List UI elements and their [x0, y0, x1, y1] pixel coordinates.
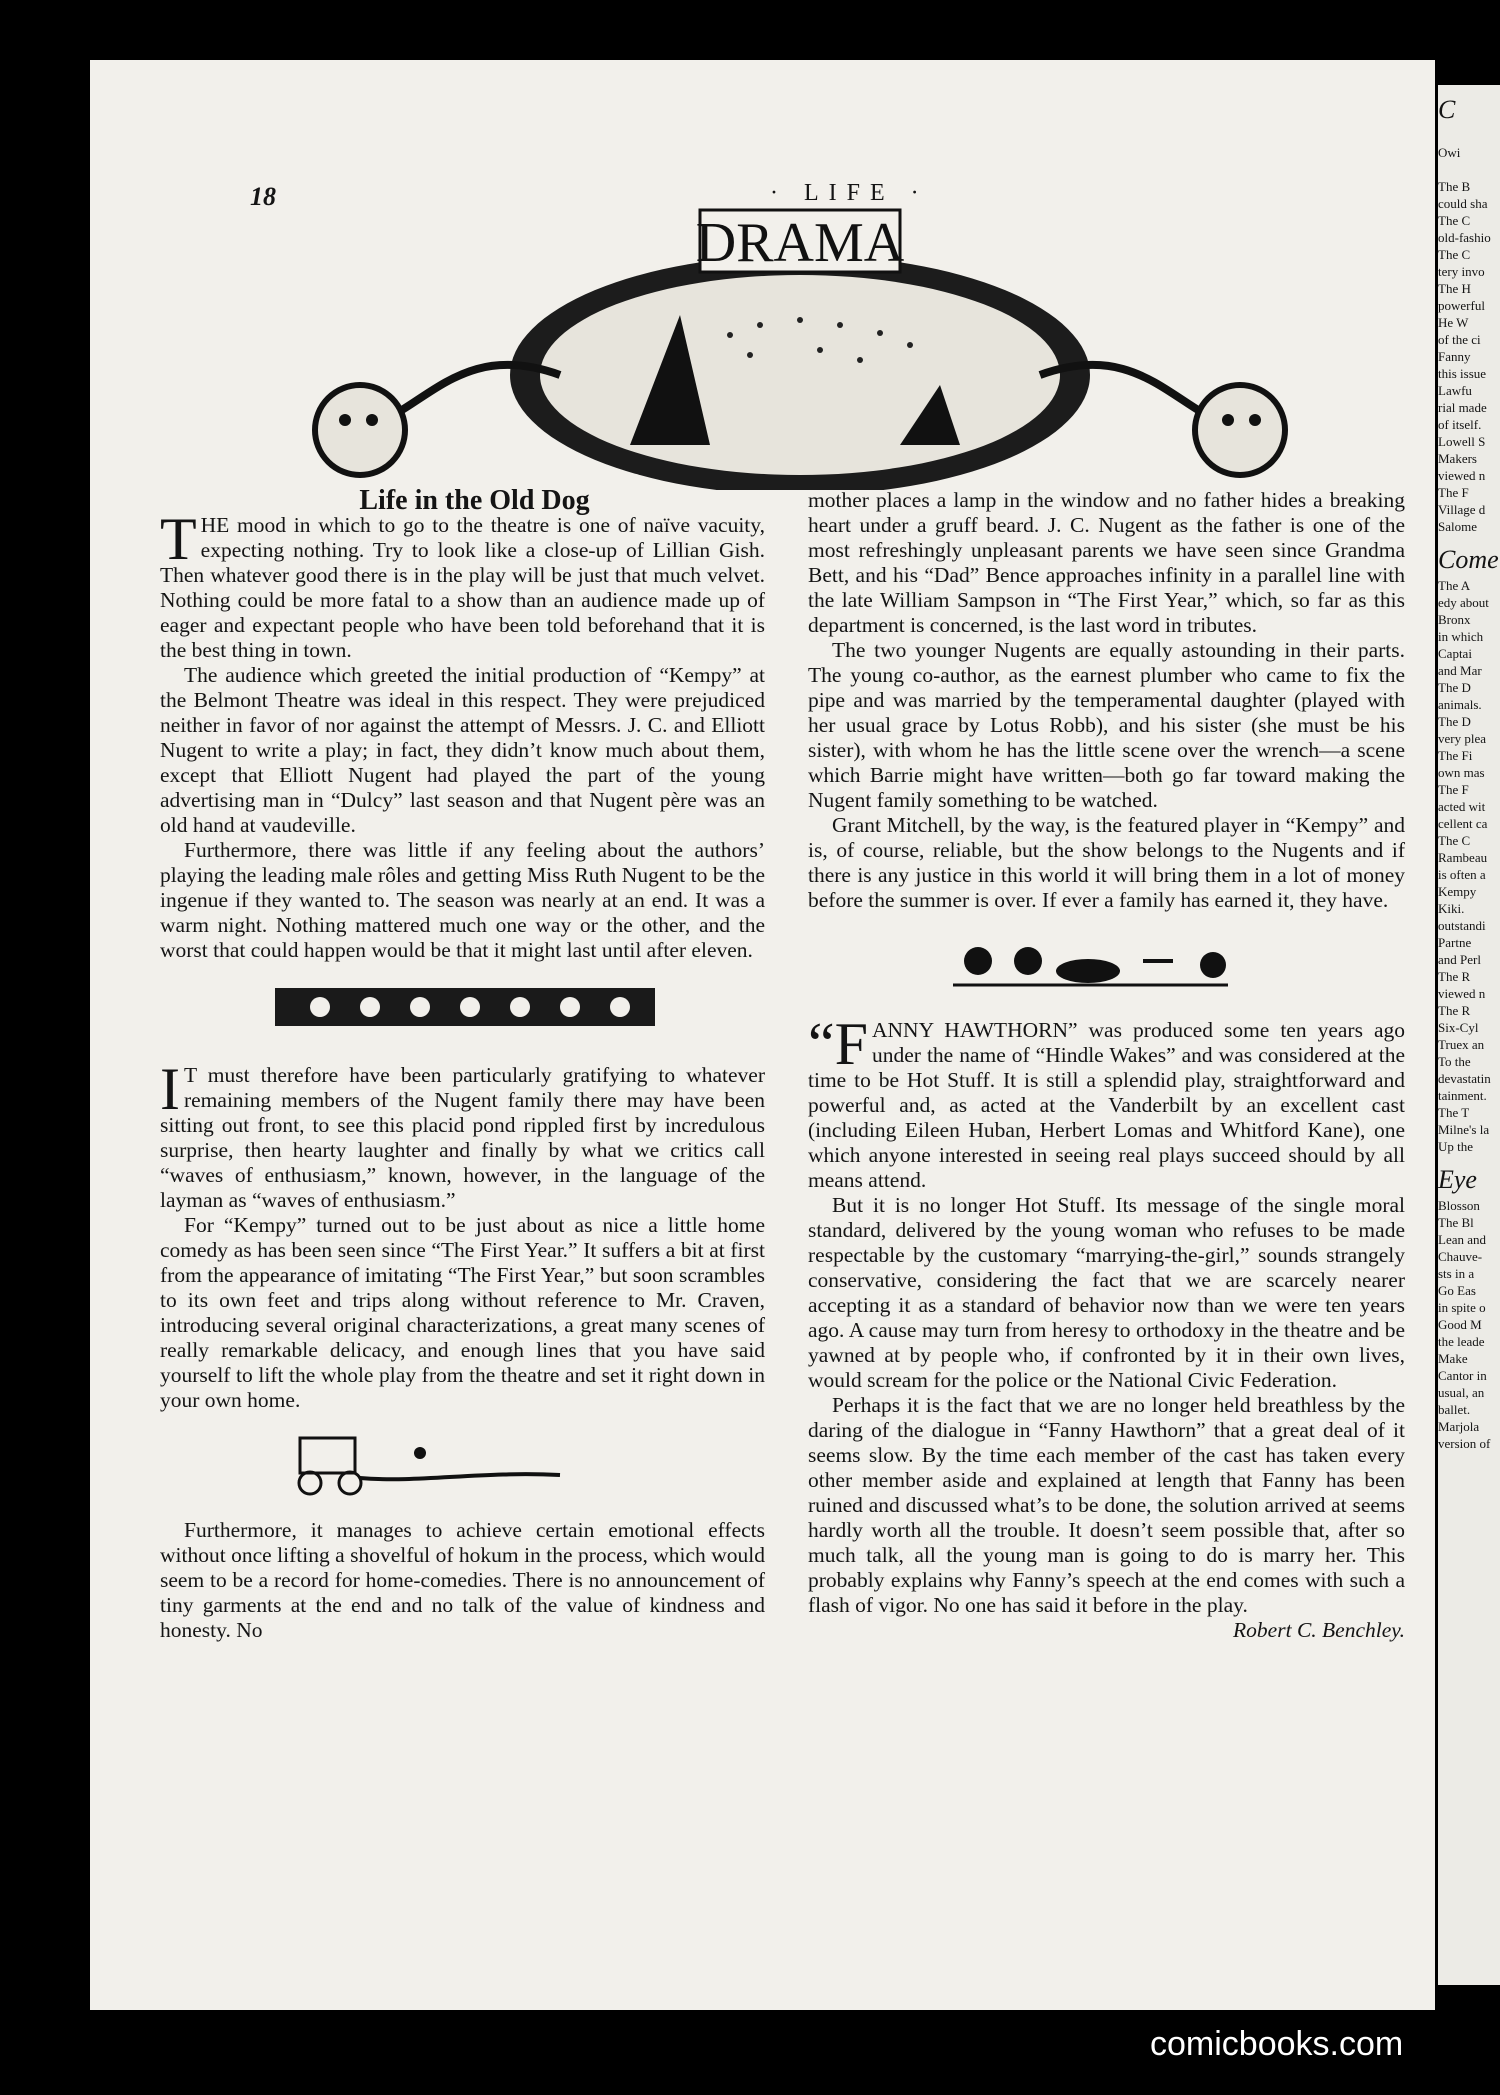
adjacent-page-line: Come [1438, 545, 1499, 574]
column-left [160, 485, 765, 1643]
paragraph: But it is no longer Hot Stuff. Its message of the single moral standard, delivered by the young woman who refuses to be made respectable by the customary “marrying-the-girl,” sounds strangely conservative, considering the fact that we are scarcely nearer accepting it as a standard of behavior now than we were ten years ago. A cause may turn from heresy to orthodoxy in the theatre and be yawned at by people who, if confronted by it in their own lives, would scream for the police or the National Civic Federation. [808, 1193, 1405, 1392]
adjacent-page-line: powerful [1438, 298, 1485, 313]
adjacent-page-line: Milne's la [1438, 1122, 1490, 1137]
paragraph: mother places a lamp in the window and no father hides a breaking heart under a gruff beard. J. C. Nugent as the father is one of the most refreshingly unpleasant parents we have seen since Grandma Bett, and his “Dad” Bence approaches infinity in a parallel line with the late William Sampson in “The First Year,” which, so far as this department is concerned, is the last word in tributes. [808, 488, 1405, 637]
adjacent-page-line: Lawfu [1438, 383, 1472, 398]
adjacent-page-line: The Bl [1438, 1215, 1474, 1230]
adjacent-page-line: of the ci [1438, 332, 1481, 347]
paragraph: Perhaps it is the fact that we are no longer held breathless by the daring of the dialogue in “Fanny Hawthorn” that a great deal of it seems slow. By the time each member of the cast has taken every other member aside and explained at length that Fanny has been ruined and discussed what’s to be done, the solution arrived at seems hardly worth all the trouble. It doesn’t seem possible that, after so much talk, all the young man is going to do is marry her. This probably explains why Fanny’s speech at the end comes with such a flash of vigor. No one has said it before in the play. Robert C. Benchley. [808, 1393, 1405, 1642]
adjacent-page-line: Good M [1438, 1317, 1482, 1332]
adjacent-page-line: The D [1438, 680, 1471, 695]
adjacent-page-line: Village d [1438, 502, 1486, 517]
adjacent-page-line: Salome [1438, 519, 1477, 534]
adjacent-page-line: the leade [1438, 1334, 1485, 1349]
car-ornament [160, 1413, 765, 1518]
adjacent-page-line: own mas [1438, 765, 1485, 780]
adjacent-page-line: C [1438, 95, 1456, 124]
figures-ornament [160, 963, 765, 1063]
adjacent-page-line: Marjola [1438, 1419, 1480, 1434]
adjacent-page-line: in which [1438, 629, 1484, 644]
adjacent-page-line: is often a [1438, 867, 1486, 882]
adjacent-page-line: The F [1438, 782, 1469, 797]
adjacent-page-line: The A [1438, 578, 1471, 593]
adjacent-page-line: The T [1438, 1105, 1470, 1120]
masthead: · LIFE · [770, 180, 929, 206]
adjacent-page-line: tainment. [1438, 1088, 1487, 1103]
adjacent-page-line: The C [1438, 247, 1471, 262]
adjacent-page-line: viewed n [1438, 986, 1486, 1001]
adjacent-page-line: very plea [1438, 731, 1487, 746]
adjacent-page-line: He W [1438, 315, 1469, 330]
adjacent-page-line: Chauve- [1438, 1249, 1483, 1264]
adjacent-page-line: cellent ca [1438, 816, 1488, 831]
adjacent-page-line: in spite o [1438, 1300, 1486, 1315]
adjacent-page-line: Lowell S [1438, 434, 1486, 449]
adjacent-page-line: Six-Cyl [1438, 1020, 1479, 1035]
adjacent-page-line: and Perl [1438, 952, 1481, 967]
adjacent-page-line: old-fashio [1438, 230, 1491, 245]
adjacent-page-line: edy about [1438, 595, 1489, 610]
adjacent-page-line: this issue [1438, 366, 1487, 381]
adjacent-page-line: sts in a [1438, 1266, 1475, 1281]
adjacent-page-line: Makers [1438, 451, 1477, 466]
adjacent-page-line: Make [1438, 1351, 1468, 1366]
adjacent-page-line: Kiki. [1438, 901, 1465, 916]
paragraph: I T must therefore have been particularly gratifying to whatever remaining members of the Nugent family there may have been sitting out front, to see this placid pond rippled first by incredulous surprise, then hearty laughter and finally by what we critics call “waves of enthusiasm,” known, however, in the language of the layman as “waves of enthusiasm.” [160, 1056, 765, 1212]
adjacent-page-line: The Fi [1438, 748, 1473, 763]
adjacent-page-line: version of [1438, 1436, 1491, 1451]
adjacent-page-line: rial made [1438, 400, 1487, 415]
adjacent-page-line: Blosson [1438, 1198, 1480, 1213]
adjacent-page-line: Up the [1438, 1139, 1474, 1154]
adjacent-page-line: Owi [1438, 145, 1461, 160]
adjacent-page-line: of itself. [1438, 417, 1482, 432]
adjacent-page-line: The R [1438, 1003, 1471, 1018]
adjacent-page-line: Lean and [1438, 1232, 1487, 1247]
signature: Robert C. Benchley. [1233, 1618, 1405, 1642]
column-right [808, 488, 1405, 1643]
adjacent-page-edge [1438, 85, 1500, 1985]
adjacent-page-line: Eye [1438, 1165, 1477, 1194]
adjacent-page-line: Bronx [1438, 612, 1471, 627]
paragraph: Furthermore, there was little if any feeling about the authors’ playing the leading male rôles and getting Miss Ruth Nugent to be the ingenue if they wanted to. The season was nearly at an end. It was a warm night. Nothing mattered much one way or the other, and the worst that could happen would be that it might last until after eleven. [160, 838, 765, 962]
paragraph: Furthermore, it manages to achieve certain emotional effects without once lifting a shovelful of hokum in the process, which would seem to be a record for home-comedies. There is no announcement of tiny garments at the end and no talk of the value of kindness and honesty. No [160, 1518, 765, 1642]
adjacent-page-line: The C [1438, 833, 1471, 848]
paragraph: For “Kempy” turned out to be just about as nice a little home comedy as has been seen since “The First Year.” It suffers a bit at first from the appearance of imitating “The First Year,” but soon scrambles to its own feet and trips along without reference to Mr. Craven, introducing several original characterizations, a great many scenes of really remarkable delicacy, and enough lines that you have said yourself to lift the whole play from the theatre and set it right down in your own home. [160, 1213, 765, 1412]
adjacent-page-line: The B [1438, 179, 1471, 194]
page-number: 18 [250, 182, 276, 211]
adjacent-page-line: The C [1438, 213, 1471, 228]
adjacent-page-line: Kempy [1438, 884, 1477, 899]
adjacent-page-line: and Mar [1438, 663, 1482, 678]
adjacent-page-line: The D [1438, 714, 1471, 729]
adjacent-page-line: Captai [1438, 646, 1472, 661]
source-watermark: comicbooks.com [1150, 2025, 1404, 2063]
adjacent-page-line: usual, an [1438, 1385, 1485, 1400]
adjacent-page-line: Cantor in [1438, 1368, 1487, 1383]
adjacent-page-line [1438, 161, 1500, 178]
adjacent-page-line: The F [1438, 485, 1469, 500]
adjacent-page-line: viewed n [1438, 468, 1486, 483]
adjacent-page-line: The R [1438, 969, 1471, 984]
paragraph: THE mood in which to go to the theatre is one of naïve vacuity, expecting nothing. Try to look like a close-up of Lillian Gish. Then whatever good there is in the play will be just that much velvet. Nothing could be more fatal to a show than an audience made up of eager and expectant people who have been told beforehand that it is the best thing in town. [160, 506, 765, 662]
adjacent-page-line: tery invo [1438, 264, 1485, 279]
adjacent-page-line: devastatin [1438, 1071, 1491, 1086]
paragraph: Grant Mitchell, by the way, is the featured player in “Kempy” and is, of course, reliable, but the show belongs to the Nugents and if there is any justice in this world it will bring them in a lot of money before the summer is over. If ever a family has earned it, they have. [808, 813, 1405, 912]
drama-banner-illustration [300, 185, 1300, 490]
adjacent-page-line [1438, 127, 1500, 144]
adjacent-page-line: Partne [1438, 935, 1472, 950]
adjacent-page-line: The H [1438, 281, 1471, 296]
paragraph: The two younger Nugents are equally astounding in their parts. The young co-author, as the earnest plumber who came to fix the pipe and was married by the temperamental daughter (played with her usual grace by Lotus Robb), and his sister (she must be his sister), with whom he has the little scene over the wrench—a scene which Barrie might have written—both go far toward making the Nugent family something to be watched. [808, 638, 1405, 812]
adjacent-page-line: animals. [1438, 697, 1482, 712]
adjacent-page-line: acted wit [1438, 799, 1486, 814]
paragraph: “FANNY HAWTHORN” was produced some ten years ago under the name of “Hindle Wakes” and was considered at the time to be Hot Stuff. It is still a splendid play, straightforward and powerful and, as acted at the Vanderbilt by an excellent cast (including Eileen Huban, Herbert Lomas and Whitford Kane), one which anyone interested in seeing real plays succeed should by all means attend. [808, 1011, 1405, 1192]
adjacent-page-line: could sha [1438, 196, 1488, 211]
adjacent-page-line: Truex an [1438, 1037, 1485, 1052]
adjacent-page-line: Fanny [1438, 349, 1471, 364]
adjacent-page-line: ballet. [1438, 1402, 1471, 1417]
article-title: Life in the Old Dog [359, 485, 590, 516]
paragraph: The audience which greeted the initial production of “Kempy” at the Belmont Theatre was ideal in this respect. They were prejudiced neither in favor of nor against the attempt of Messrs. J. C. and Elliott Nugent to write a play; in fact, they didn’t know much about them, except that Elliott Nugent had played the part of the young advertising man in “Dulcy” last season and that Nugent père was an old hand at vaudeville. [160, 663, 765, 837]
adjacent-page-line: To the [1438, 1054, 1471, 1069]
banner-title: DRAMA [695, 212, 905, 274]
adjacent-page-line: Go Eas [1438, 1283, 1476, 1298]
adjacent-page-line: Rambeau [1438, 850, 1488, 865]
family-ornament [808, 913, 1405, 1018]
adjacent-page-line: outstandi [1438, 918, 1486, 933]
